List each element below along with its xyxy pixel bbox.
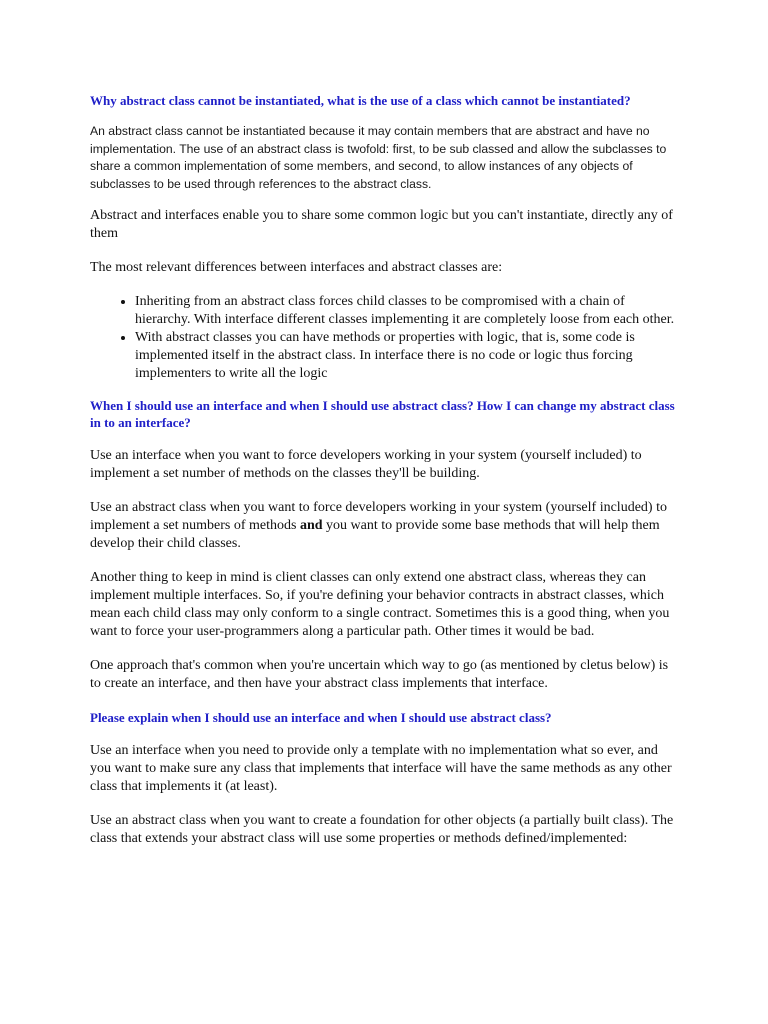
paragraph-text: Use an abstract class when you want to force developers working in your system (yourself included) to implement a set numbers of methods	[90, 500, 667, 533]
list-item: • With abstract classes you can have methods or properties with logic, that is, some code is implemented itself in the abstract class. In interface there is no code or logic thus forcing implementers to write all the logic	[135, 329, 680, 383]
paragraph-client-classes: Another thing to keep in mind is client classes can only extend one abstract class, whereas they can implement multiple interfaces. So, if you're defining your behavior contracts in abstract classes, which mean each child class may only conform to a single contract. Sometimes this is a good thing, when you want to force your user-programmers along a particular path. Other times it would be bad.	[90, 570, 670, 639]
question-heading-1: Why abstract class cannot be instantiated, what is the use of a class which cannot be instantiated?	[90, 93, 631, 108]
paragraph-abstract-foundation: Use an abstract class when you want to create a foundation for other objects (a partially built class). The class that extends your abstract class will use some properties or methods defined/implemented:	[90, 813, 674, 846]
document-page	[90, 92, 680, 848]
paragraph-use-abstract-class	[90, 499, 680, 553]
emphasis-text: and	[299, 518, 323, 533]
paragraph-text: you want to provide some base methods that will help them develop their child classes.	[90, 518, 660, 551]
question-heading-3: Please explain when I should use an interface and when I should use abstract class?	[90, 710, 552, 725]
paragraph-common-approach: One approach that's common when you're uncertain which way to go (as mentioned by cletus below) is to create an interface, and then have your abstract class implements that interface.	[90, 658, 669, 691]
paragraph-share-logic: Abstract and interfaces enable you to share some common logic but you can't instantiate, directly any of them	[90, 208, 673, 241]
question-heading-2: When I should use an interface and when I should use abstract class? How I can change my abstract class in to an interface?	[90, 398, 675, 430]
list-item: • Inheriting from an abstract class forces child classes to be compromised with a chain of hierarchy. With interface different classes implementing it are completely loose from each other.	[135, 293, 680, 329]
paragraph-use-interface: Use an interface when you want to force developers working in your system (yourself included) to implement a set number of methods on the classes they'll be building.	[90, 448, 642, 481]
paragraph-differences-intro: The most relevant differences between interfaces and abstract classes are:	[90, 260, 503, 275]
paragraph-abstract-instantiation: An abstract class cannot be instantiated because it may contain members that are abstract and have no implementation. The use of an abstract class is twofold: first, to be sub classed and allow the subclasses to share a common implementation of some members, and second, to allow instances of any objects of subclasses to be used through references to the abstract class.	[90, 124, 667, 191]
paragraph-interface-template: Use an interface when you need to provide only a template with no implementation what so ever, and you want to make sure any class that implements that interface will have the same methods as any other class that implements it (at least).	[90, 743, 672, 794]
differences-list	[90, 293, 680, 383]
